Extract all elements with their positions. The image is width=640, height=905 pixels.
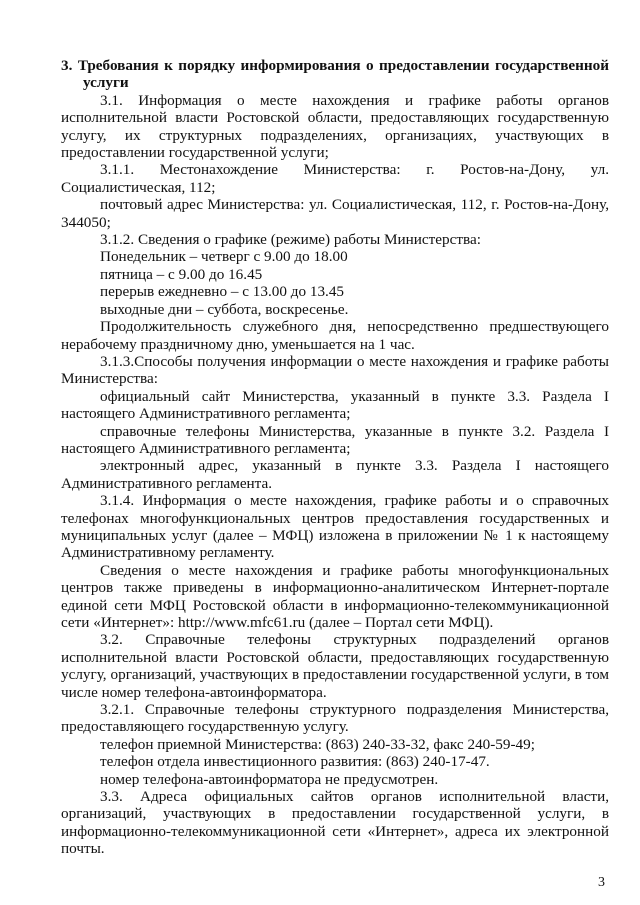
paragraph-3-1-2: 3.1.2. Сведения о графике (режиме) работы Министерства: [100,231,481,249]
phone-autoinformer: номер телефона-автоинформатора не предусмотрен. [100,770,439,788]
paragraph-3-1-3: 3.1.3.Способы получения информации о месте нахождения и графике работы Министерства: [61,352,609,388]
paragraph-pre-holiday: Продолжительность служебного дня, непосредственно предшествующего нерабочему праздничному дню, уменьшается на 1 час. [61,318,609,353]
paragraph-postal-address: почтовый адрес Министерства: ул. Социалистическая, 112, г. Ростов-на-Дону, 344050; [61,196,609,231]
paragraph-reference-phones: справочные телефоны Министерства, указанные в пункте 3.2. Раздела I настоящего Административного регламента; [61,422,609,457]
paragraph-3-1-1: 3.1.1. Местонахождение Министерства: г. Ростов-на-Дону, ул. Социалистическая, 112; [61,161,609,196]
schedule-break: перерыв ежедневно – с 13.00 до 13.45 [100,283,345,301]
paragraph-3-1: 3.1. Информация о месте нахождения и графике работы органов исполнительной власти Ростовской области, предоставляющих государственную услугу, их структурных подразделениях, организациях, участвующих в предоставлении государственной услуги; [61,91,609,162]
schedule-friday: пятница – с 9.00 до 16.45 [100,265,263,283]
paragraph-mfc-portal: Сведения о месте нахождения и графике работы многофункциональных центров также приведены в информационно-аналитическом Интернет-портале единой сети МФЦ Ростовской области в информационно-телекоммуникационной сети «Интернет»: http://www.mfc61.ru (далее – Портал сети МФЦ). [61,561,609,631]
phone-reception: телефон приемной Министерства: (863) 240-33-32, факс 240-59-49; [100,735,535,753]
schedule-days-off: выходные дни – суббота, воскресенье. [100,300,349,318]
section-heading: 3. Требования к порядку информирования о предоставлении государственной услуги [61,57,609,92]
schedule-mon-thu: Понедельник – четверг с 9.00 до 18.00 [100,248,348,266]
paragraph-3-2: 3.2. Справочные телефоны структурных подразделений органов исполнительной власти Ростовской области, предоставляющих государственную услугу, организаций, участвующих в предоставлении государственной услуги, в том числе номер телефона-автоинформатора. [61,631,609,701]
paragraph-3-3: 3.3. Адреса официальных сайтов органов исполнительной власти, организаций, участвующих в предоставлении государственной услуги, в информационно-телекоммуникационной сети «Интернет», адреса их электронной почты. [61,788,609,858]
paragraph-email-address: электронный адрес, указанный в пункте 3.3. Раздела I настоящего Административного регламента. [61,457,609,492]
paragraph-official-site: официальный сайт Министерства, указанный в пункте 3.3. Раздела I настоящего Административного регламента; [61,387,609,423]
paragraph-3-2-1: 3.2.1. Справочные телефоны структурного подразделения Министерства, предоставляющего государственную услугу. [61,701,609,736]
page-number: 3 [598,875,605,890]
document-body [61,57,609,858]
paragraph-3-1-4: 3.1.4. Информация о месте нахождения, графике работы и о справочных телефонах многофункциональных центров предоставления государственных и муниципальных услуг (далее – МФЦ) изложена в приложении № 1 к настоящему Административному регламенту. [61,492,609,562]
phone-investment-dept: телефон отдела инвестиционного развития: (863) 240-17-47. [100,753,490,771]
